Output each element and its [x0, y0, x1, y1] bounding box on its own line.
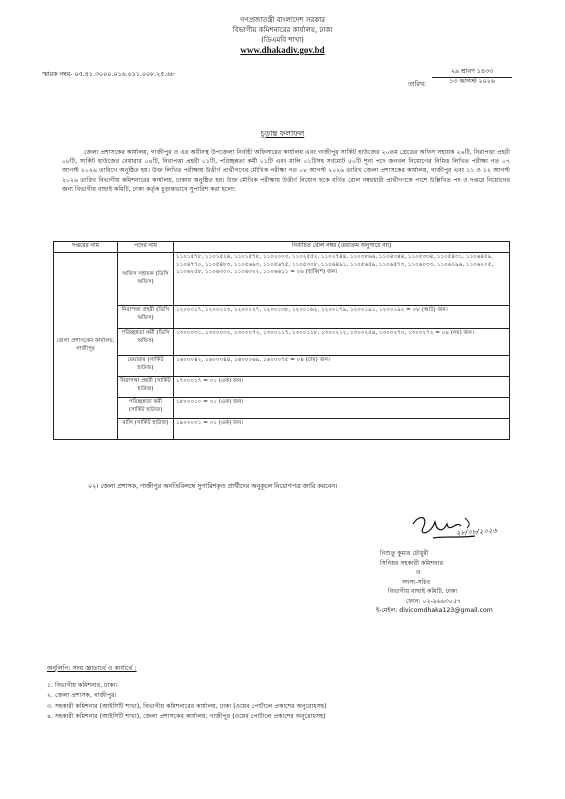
table-row: [54, 328, 510, 355]
list-item: ৩. সহকারী কমিশনার (আইসিটি শাখা), বিভাগীয় কমিশনারের কার্যালয়, ঢাকা (ওয়েব পোর্টালে প্রকাশের অনুরোধসহ): [47, 702, 327, 710]
table-row: [54, 418, 510, 439]
rolls-cell: ১২০০০১৭, ১২০০১১৩, ১২০০১২৭, ১২০০১৩৮, ১২০০১৬২, ১২০০১৭৯, ১২০০১৯১, ১২০০১৯২ = ০৮ (আট) জন।: [174, 305, 510, 328]
table-row: [54, 376, 510, 397]
section-name: (ডিএমবি শাখা): [261, 36, 304, 44]
rolls-cell: ১৬০০০৪২, ১৬০০০৪৪, ১৬০০০৬৯, ১৬০০০৭৫ = ০৪ (চার) জন।: [174, 355, 510, 376]
website-link[interactable]: www.dhakadiv.gov.bd: [240, 45, 325, 55]
copy-list: [47, 664, 537, 723]
table-row: [54, 355, 510, 376]
list-item: ৪. সহকারী কমিশনার (আইসিটি শাখা), জেলা প্রশাসকের কার্যালয়, গাজীপুর (ওয়েব পোর্টালে প্রকাশের অনুরোধসহ): [47, 713, 326, 720]
post-cell: বেয়ারার (সার্কিট হাউজ): [118, 355, 174, 376]
header-office: দপ্তরের নাম: [54, 242, 118, 253]
signature-block: [376, 549, 550, 616]
list-item: ২. জেলা প্রশাসক, গাজীপুর।: [47, 692, 117, 699]
post-cell: নিরাপত্তা প্রহরী (সার্কিট হাউজ): [118, 376, 174, 397]
office-name: বিভাগীয় কমিশনারের কার্যালয়, ঢাকা: [232, 26, 333, 34]
signatory-role: সদস্য-সচিব: [402, 578, 431, 586]
document-title: চূড়ান্ত ফলাফল: [260, 129, 305, 138]
date-english: ১৩ আগস্ট ২০২৬: [449, 77, 495, 85]
date-label: তারিখ:: [408, 81, 427, 88]
rolls-cell: ১৯০০০০১ = ০১ (এক) জন।: [174, 418, 510, 439]
table-header-row: [54, 242, 510, 253]
results-table: [53, 241, 510, 440]
government-name: গণপ্রজাতন্ত্রী বাংলাদেশ সরকার: [240, 16, 325, 24]
header-rolls: নির্বাচিত রোল নম্বর (মেধাক্রম অনুসারে নয়): [174, 242, 510, 253]
committee-name: বিভাগীয় বাছাই কমিটি, ঢাকা: [388, 588, 458, 595]
post-cell: নিরাপত্তা প্রহরী (ডিসি অফিস): [118, 305, 174, 328]
copy-heading: অনুলিপি: সদয় জ্ঞাতার্থে ও কার্যার্থে :: [47, 665, 137, 672]
date-block: [432, 68, 512, 86]
signatory-name: নিশুতু কুমার চৌধুরী: [380, 550, 429, 557]
signature-date: ২৮/০৮/২০২৬: [455, 526, 498, 538]
signatory-and: ও: [416, 569, 421, 576]
rolls-cell: ১৭০০০১৭ = ০১ (এক) জন।: [174, 376, 510, 397]
memo-number: স্মারক নম্বর- ০৫.৪১.৩০০০.০১৬.০১১.০০৮.২৫.৬৮: [42, 71, 175, 78]
post-cell: পরিচ্ছন্নতা কর্মী (সার্কিট হাউজ): [118, 397, 174, 418]
post-cell: মালি (সার্কিট হাউজ): [118, 418, 174, 439]
table-row: [54, 305, 510, 328]
website-wrap: [0, 46, 565, 56]
table-row: [54, 252, 510, 305]
intro-paragraph: জেলা প্রশাসকের কার্যালয়, গাজীপুর ও এর অধীনস্থ উপজেলা নির্বাহী অফিসারের কার্যালয় এবং গাজীপুর সার্কিট হাউজের ২০তম গ্রেডের অফিস সহায়ক ২৬টি, নিরাপত্তা প্রহরী ০৮টি, সার্কিট হাউজের বেয়ারার ০৪টি, নিরাপত্তা প্রহরী ০১টি, পরিচ্ছন্নতা কর্মী ০১টি এবং মালি ০১টিসহ সর্বমোট ৫০টি শূন্য পদে জনবল নিয়োগের নিমিত্ত লিখিত পরীক্ষা গত ০৭ আগস্ট ২০২৬ তারিখে অনুষ্ঠিত হয়। উক্ত লিখিত পরীক্ষায় উত্তীর্ণ প্রার্থীগণের মৌখিক পরীক্ষা গত ০৮ আগস্ট ২০২৬ তারিখ জেলা প্রশাসকের কার্যালয়, গাজীপুর এবং ১১ ও ১২ আগস্ট ২০২৬ তারিখ বিভাগীয় কমিশনারের কার্যালয়, ঢাকায় অনুষ্ঠিত হয়। উক্ত মৌখিক পরীক্ষায় উত্তীর্ণ নিয়োগ ছকে বর্ণিত রোল নম্বরধারী প্রার্থীগণকে পাশে উল্লিখিত পদ ও দপ্তরে নিয়োগের জন্য বিভাগীয় বাছাই কমিটি, ঢাকা কর্তৃক চূড়ান্তভাবে সুপারিশ করা হলো:: [62, 149, 510, 193]
post-cell: অফিস সহায়ক (ডিসি অফিস): [118, 252, 174, 305]
rolls-cell: ১৩০০০৩১, ১৩০০০৩২, ১৩০০০৭২, ১৩০০১১৭, ১৩০০১১৮, ১৩০০২১২, ১৩০০২৫৬, ১৩০০২৭০, ১৩০০২৭২ = ০৯ (নয়) জন।: [174, 328, 510, 355]
table-row: [54, 397, 510, 418]
header-post: পদের নাম: [118, 242, 174, 253]
office-cell: জেলা প্রশাসকের কার্যালয়, গাজীপুর: [54, 252, 118, 439]
phone-number: ফোন: ০২-৯৬৬৩০৫৭: [406, 597, 461, 605]
instruction-point-2: ০২। জেলা প্রশাসক, গাজীপুর অনতিবিলম্বে সুপারিশকৃত প্রার্থীদের অনুকূলে নিয়োগপত্র জারি করবেন।: [88, 483, 338, 490]
rolls-cell: ১১০১৫৭৮, ১১০১৫২৪, ১১০১৫৭৮, ১১০২০০৩, ১১০২৫৫২, ১১০২৭৪৪, ১১০৩৮৬৬, ১১০৪৩৪৪, ১১০৫৩৩৪, ১১০৫৪৩১, ১১০৬৪৫৯, ১১০৪৭৭০, ১১০৫৪৮৩, ১১০৫৬৯৩, ১১০৫৬৭৫, ১১০৫৩০৮, ১১০৬৪৯১, ১১০৫৬৫৯, ১১০৬৫৭৩, ১১০৬০৩৩, ১১০৬০৯৬, ১১০৬২০৫, ১১০৬২৫৮, ১১০৬৩০০, ১১০৬৩২২, ১১০৬৬১১ = ২৬ (ছাব্বিশ) জন।: [174, 252, 510, 305]
email-address: ই-মেইল: divicomdhaka123@gmail.com: [376, 607, 493, 614]
list-item: ১. বিভাগীয় কমিশনার, ঢাকা।: [47, 681, 118, 689]
date-bangla: ২৯ শ্রাবণ ১৪৩৩: [432, 68, 512, 78]
rolls-cell: ১৮০০০১০ = ০১ (এক) জন।: [174, 397, 510, 418]
post-cell: পরিচ্ছন্নতা কর্মী (ডিসি অফিস): [118, 328, 174, 355]
signatory-designation: সিনিয়র সহকারী কমিশনার: [380, 559, 444, 567]
